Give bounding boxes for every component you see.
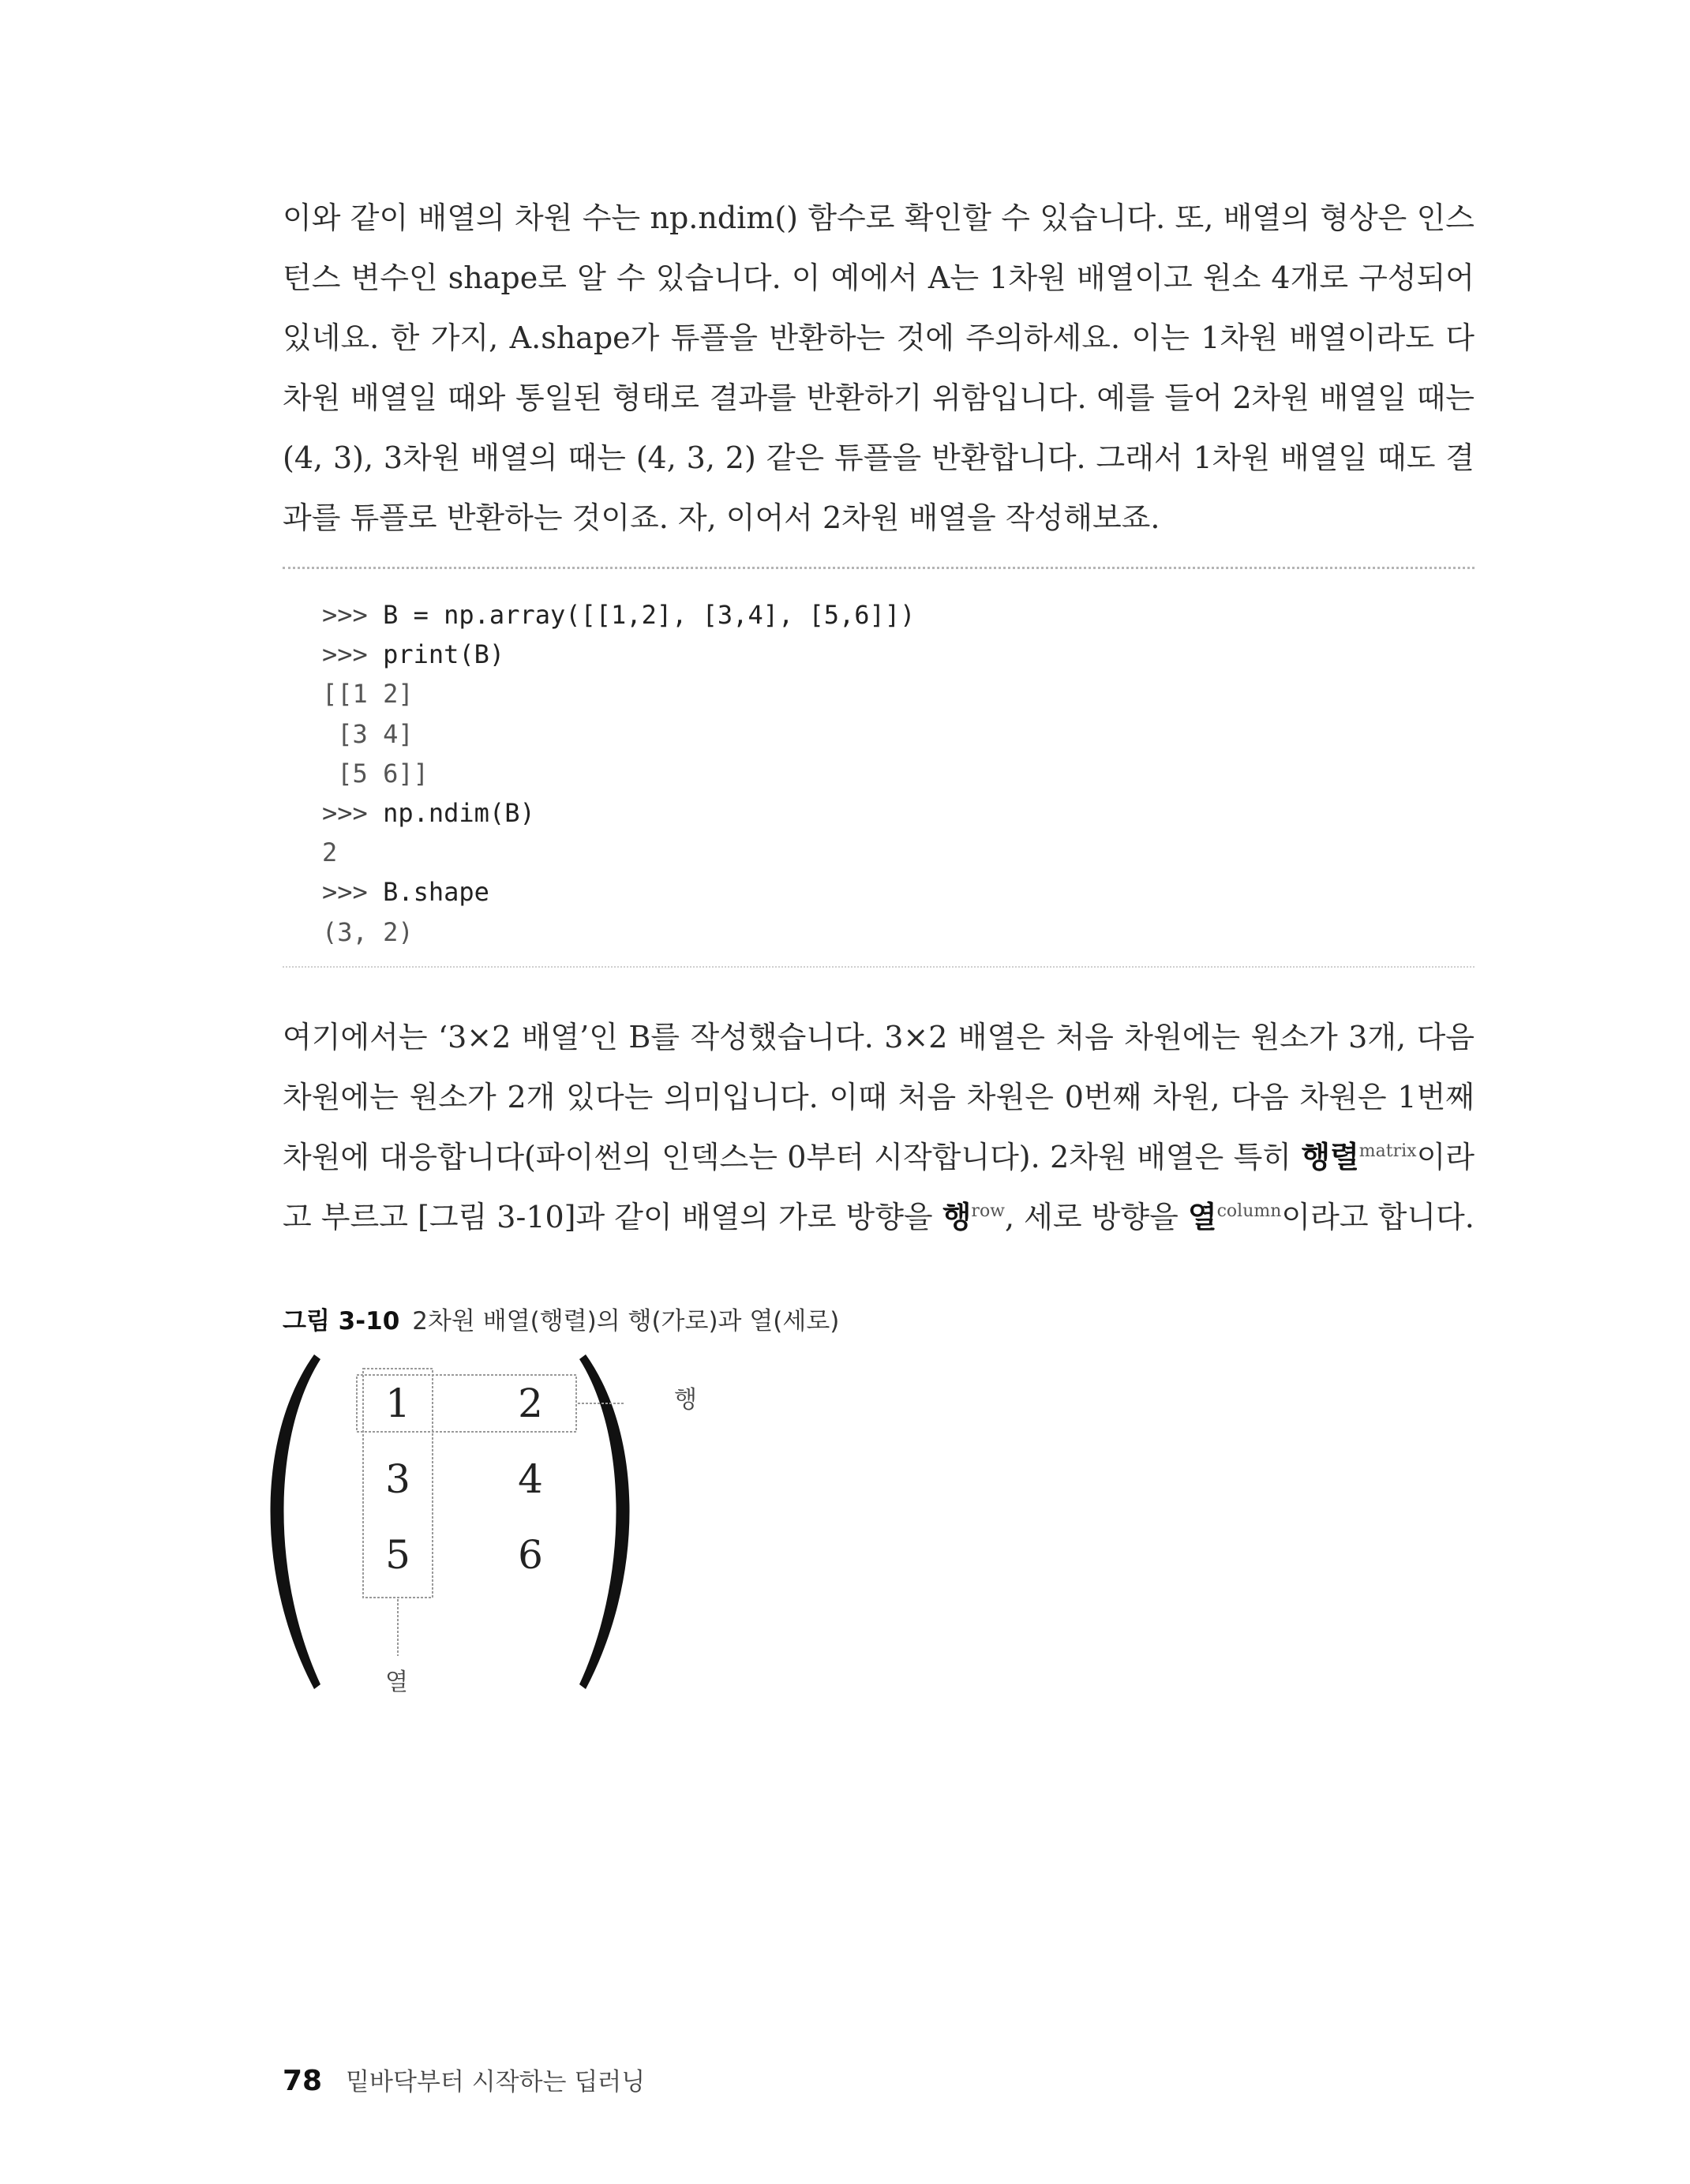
code-input: np.ndim(B)	[383, 797, 535, 828]
matrix-cell: 3	[385, 1456, 410, 1502]
code-line	[322, 793, 915, 833]
code-line	[322, 595, 915, 635]
matrix-cell: 1	[385, 1380, 410, 1426]
code-prompt: >>>	[322, 600, 384, 630]
code-line	[322, 754, 915, 793]
paragraph-2-text-b: 이라고 부르고 [그림 3-10]과 같이 배열의 가로 방향을	[283, 1140, 1475, 1234]
figure-number: 그림 3-10	[283, 1307, 400, 1335]
code-line	[322, 833, 915, 872]
code-bottom-rule	[283, 966, 1475, 968]
figure-caption	[283, 1301, 839, 1336]
body-paragraph-2	[283, 1007, 1475, 1247]
term-row-english: row	[971, 1201, 1006, 1221]
code-output: [5 6]]	[322, 758, 429, 789]
page-footer	[283, 2062, 645, 2097]
code-output: [[1 2]	[322, 679, 414, 710]
matrix-cell: 4	[518, 1456, 543, 1502]
code-output: [3 4]	[322, 718, 414, 749]
figure-caption-text: 2차원 배열(행렬)의 행(가로)과 열(세로)	[412, 1307, 840, 1335]
code-line	[322, 714, 915, 754]
paragraph-2-text-d: 이라고 합니다.	[1281, 1200, 1475, 1234]
paragraph-2-text-c: , 세로 방향을	[1005, 1200, 1188, 1234]
code-prompt: >>>	[322, 877, 384, 908]
code-top-rule	[283, 567, 1475, 569]
matrix-cell: 6	[518, 1532, 543, 1578]
right-parenthesis	[579, 1354, 630, 1689]
term-matrix-english: matrix	[1358, 1141, 1417, 1161]
code-block	[322, 595, 915, 952]
left-parenthesis	[271, 1354, 321, 1689]
row-label: 행	[674, 1386, 697, 1414]
column-label: 열	[385, 1669, 408, 1696]
code-line	[322, 872, 915, 912]
code-output: 2	[322, 837, 338, 868]
term-column-english: column	[1216, 1201, 1282, 1221]
matrix-cell: 5	[385, 1532, 410, 1578]
code-output: (3, 2)	[322, 916, 414, 947]
body-paragraph-1: 이와 같이 배열의 차원 수는 np.ndim() 함수로 확인할 수 있습니다. 또, 배열의 형상은 인스턴스 변수인 shape로 알 수 있습니다. 이 예에서 A는 1차원 배열이고 원소 4개로 구성되어 있네요. 한 가지, A.shape가 튜플을 반환하는 것에 주의하세요. 이는 1차원 배열이라도 다차원 배열일 때와 통일된 형태로 결과를 반환하기 위함입니다. 예를 들어 2차원 배열일 때는 (4, 3), 3차원 배열의 때는 (4, 3, 2) 같은 튜플을 반환합니다. 그래서 1차원 배열일 때도 결과를 튜플로 반환하는 것이죠. 자, 이어서 2차원 배열을 작성해보죠.	[283, 200, 1475, 535]
code-prompt: >>>	[322, 797, 384, 828]
book-title: 밑바닥부터 시작하는 딥러닝	[346, 2068, 646, 2096]
term-matrix: 행렬	[1301, 1140, 1359, 1174]
code-line	[322, 635, 915, 674]
code-prompt: >>>	[322, 639, 384, 670]
code-line	[322, 912, 915, 952]
page-number: 78	[283, 2065, 323, 2097]
code-line	[322, 674, 915, 714]
matrix-figure	[268, 1342, 821, 1705]
term-row: 행	[942, 1200, 972, 1234]
paragraph-2-text-a: 여기에서는 ‘3×2 배열’인 B를 작성했습니다. 3×2 배열은 처음 차원에는 원소가 3개, 다음 차원에는 원소가 2개 있다는 의미입니다. 이때 처음 차원은 0번째 차원, 다음 차원은 1번째 차원에 대응합니다(파이썬의 인덱스는 0부터 시작합니다). 2차원 배열은 특히	[283, 1020, 1475, 1174]
code-input: B = np.array([[1,2], [3,4], [5,6]])	[383, 600, 916, 630]
term-column: 열	[1187, 1200, 1217, 1234]
code-input: B.shape	[383, 877, 489, 908]
matrix-cell: 2	[518, 1380, 543, 1426]
code-input: print(B)	[383, 639, 505, 670]
